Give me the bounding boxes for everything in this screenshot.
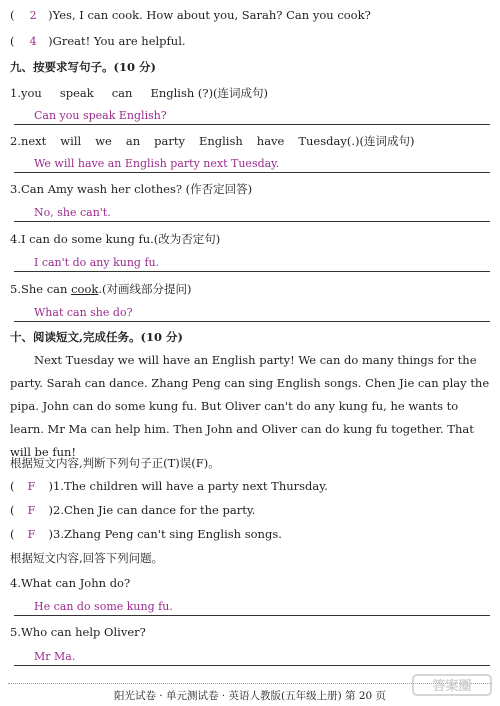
question-4: 4.I can do some kung fu.(改为否定句) (10, 232, 221, 246)
question-2 (10, 134, 414, 148)
answer-num: 4 (29, 35, 37, 48)
q-suffix: .(对画线部分提问) (98, 282, 192, 296)
answer-line (14, 321, 490, 322)
tf-item: ( F )1.The children will have a party next Thursday. (10, 479, 328, 493)
answer-2: We will have an English party next Tuesday. (34, 157, 280, 170)
q-word: will (60, 134, 82, 148)
tf-answer: F (27, 480, 36, 493)
q-word: can (111, 86, 133, 100)
qa-question-5: 5.Who can help Oliver? (10, 625, 146, 639)
qa-answer-4: He can do some kung fu. (34, 600, 173, 613)
q-word: English (198, 134, 243, 148)
item-text: Great! You are helpful. (52, 34, 186, 48)
qa-question-4: 4.What can John do? (10, 576, 131, 590)
tf-item: ( F )2.Chen Jie can dance for the party. (10, 503, 256, 517)
tf-text: 3.Zhang Peng can't sing English songs. (53, 527, 282, 541)
answer-4: I can't do any kung fu. (34, 256, 160, 269)
answer-line (14, 665, 490, 666)
paren-open: ( (10, 34, 15, 48)
qa-instruction: 根据短文内容,回答下列问题。 (10, 551, 164, 565)
tf-instruction: 根据短文内容,判断下列句子正(T)误(F)。 (10, 456, 220, 470)
answer-line (14, 615, 490, 616)
answer-line (14, 172, 490, 173)
question-5 (10, 282, 191, 296)
qa-answer-5: Mr Ma. (34, 650, 76, 663)
tf-answer: F (27, 504, 36, 517)
question-3: 3.Can Amy wash her clothes? (作否定回答) (10, 182, 253, 196)
answer-line (14, 124, 490, 125)
section-10-title: 十、阅读短文,完成任务。(10 分) (10, 330, 183, 344)
q-word: we (95, 134, 112, 148)
q-word: 1.you (10, 86, 42, 100)
passage-text: Next Tuesday we will have an English party! We can do many things for the party. Sarah can dance. Zhang Peng can sing English songs. Chen Jie can play the pipa. John can do some kung fu. But Oliver can't do any kung fu, he wants to learn. Mr Ma can help him. Then John and Oliver can do kung fu together. That will be fun! (10, 353, 490, 459)
answer-line (14, 271, 490, 272)
paren-open: ( (10, 8, 15, 22)
item-text: Yes, I can cook. How about you, Sarah? Can you cook? (52, 8, 371, 22)
tf-text: 2.Chen Jie can dance for the party. (53, 503, 256, 517)
tf-item: ( F )3.Zhang Peng can't sing English songs. (10, 527, 282, 541)
underlined-word: cook (71, 282, 99, 296)
watermark-logo-icon (412, 672, 492, 698)
answer-line (14, 221, 490, 222)
reading-passage (10, 349, 490, 464)
q-word: an (125, 134, 141, 148)
top-item (10, 8, 371, 23)
answer-3: No, she can't. (34, 206, 111, 219)
q-word: have (256, 134, 285, 148)
watermark-text: 答案圈 (432, 679, 472, 694)
tf-text: 1.The children will have a party next Thursday. (53, 479, 328, 493)
page-footer: 阳光试卷 · 单元测试卷 · 英语人教版(五年级上册) 第 20 页 (113, 690, 387, 702)
q-prefix: 5.She can (10, 282, 72, 296)
tf-answer: F (27, 528, 36, 541)
q-word: Tuesday(.)(连词成句) (298, 134, 415, 148)
answer-5: What can she do? (34, 306, 133, 319)
section-9-title: 九、按要求写句子。(10 分) (10, 60, 156, 74)
q-word: speak (59, 86, 94, 100)
answer-num: 2 (29, 9, 37, 22)
q-word: English (?)(连词成句) (150, 86, 269, 100)
q-word: party (154, 134, 185, 148)
paren-close: ) (48, 8, 53, 22)
paren-close: ) (48, 34, 53, 48)
question-1 (10, 86, 268, 100)
top-item (10, 34, 186, 49)
answer-1: Can you speak English? (34, 109, 167, 122)
q-word: 2.next (10, 134, 47, 148)
